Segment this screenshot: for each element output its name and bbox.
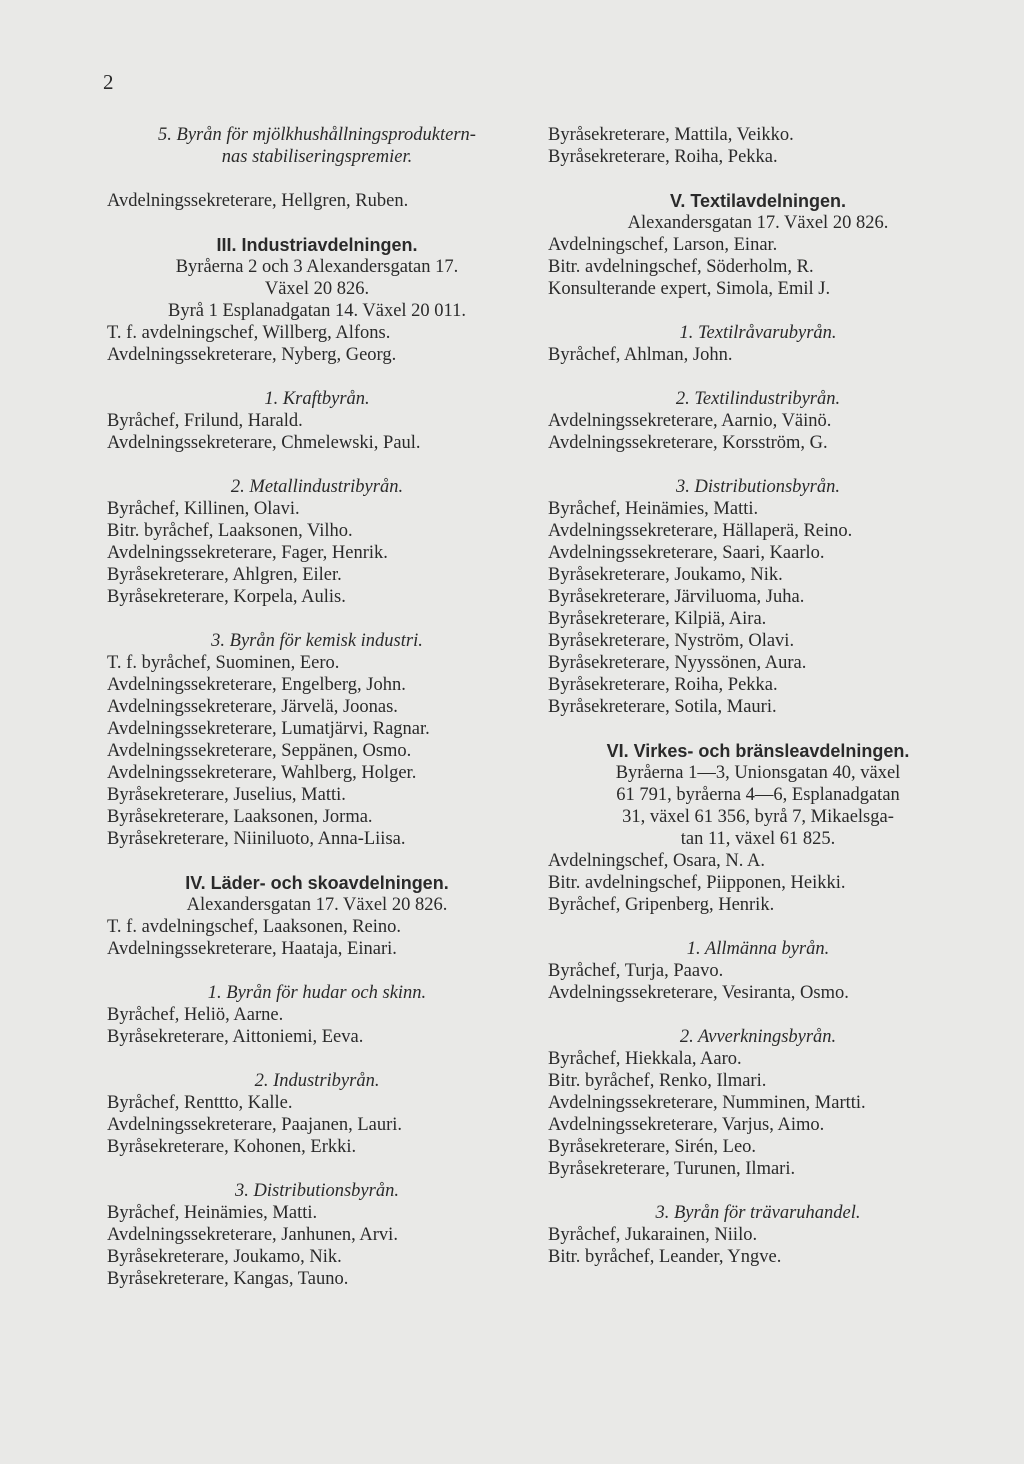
spacer bbox=[548, 300, 968, 322]
address-line: Byråerna 1—3, Unionsgatan 40, växel bbox=[615, 763, 901, 783]
spacer bbox=[548, 1004, 968, 1026]
section-heading: IV. Läder- och skoavdelningen. bbox=[185, 873, 449, 893]
subsection-heading: 3. Distributionsbyrån. bbox=[676, 477, 840, 497]
section-heading: VI. Virkes- och bränsleavdelningen. bbox=[606, 741, 910, 761]
address-line: Alexandersgatan 17. Växel 20 826. bbox=[186, 895, 448, 915]
text-line: Byråchef, Ahlman, John. bbox=[548, 345, 733, 365]
text-line: Avdelningssekreterare, Fager, Henrik. bbox=[107, 543, 388, 563]
text-line: Byråsekreterare, Mattila, Veikko. bbox=[548, 125, 794, 145]
text-line: Byråchef, Heinämies, Matti. bbox=[107, 1203, 318, 1223]
text-line: Avdelningssekreterare, Järvelä, Joonas. bbox=[107, 697, 398, 717]
text-line: Avdelningschef, Larson, Einar. bbox=[548, 235, 778, 255]
text-line: Avdelningssekreterare, Saari, Kaarlo. bbox=[548, 543, 825, 563]
subsection-heading: 1. Byrån för hudar och skinn. bbox=[207, 983, 427, 1003]
text-line: Avdelningssekreterare, Vesiranta, Osmo. bbox=[548, 983, 849, 1003]
spacer bbox=[548, 1180, 968, 1202]
text-line: Avdelningssekreterare, Lumatjärvi, Ragnar. bbox=[107, 719, 430, 739]
subsection-heading: 1. Allmänna byrån. bbox=[686, 939, 830, 959]
text-line: Avdelningssekreterare, Paajanen, Lauri. bbox=[107, 1115, 403, 1135]
text-line: Byråchef, Renttto, Kalle. bbox=[107, 1093, 293, 1113]
text-line: Bitr. avdelningschef, Piipponen, Heikki. bbox=[548, 873, 846, 893]
text-line: Byråsekreterare, Nyyssönen, Aura. bbox=[548, 653, 807, 673]
text-line: Avdelningschef, Osara, N. A. bbox=[548, 851, 765, 871]
right-column bbox=[548, 124, 968, 1268]
text-line: Avdelningssekreterare, Varjus, Aimo. bbox=[548, 1115, 825, 1135]
text-line: Bitr. byråchef, Leander, Yngve. bbox=[548, 1247, 782, 1267]
subsection-heading: 3. Byrån för trävaruhandel. bbox=[655, 1203, 861, 1223]
text-line: Byråsekreterare, Ahlgren, Eiler. bbox=[107, 565, 342, 585]
subsection-heading: 1. Textilråvarubyrån. bbox=[679, 323, 837, 343]
text-line: Byråchef, Heliö, Aarne. bbox=[107, 1005, 284, 1025]
text-line: T. f. byråchef, Suominen, Eero. bbox=[107, 653, 340, 673]
spacer bbox=[107, 1048, 527, 1070]
text-line: Bitr. byråchef, Renko, Ilmari. bbox=[548, 1071, 767, 1091]
text-line: Avdelningssekreterare, Aarnio, Väinö. bbox=[548, 411, 832, 431]
text-line: T. f. avdelningschef, Willberg, Alfons. bbox=[107, 323, 391, 343]
section-heading: III. Industriavdelningen. bbox=[216, 235, 418, 255]
text-line: Byråchef, Turja, Paavo. bbox=[548, 961, 724, 981]
spacer bbox=[107, 366, 527, 388]
text-line: Byråsekreterare, Kilpiä, Aira. bbox=[548, 609, 767, 629]
spacer bbox=[107, 850, 527, 872]
address-line: Alexandersgatan 17. Växel 20 826. bbox=[627, 213, 889, 233]
text-line: Byråsekreterare, Kohonen, Erkki. bbox=[107, 1137, 357, 1157]
text-line: Konsulterande expert, Simola, Emil J. bbox=[548, 279, 831, 299]
spacer bbox=[107, 212, 527, 234]
subsection-heading: 1. Kraftbyrån. bbox=[264, 389, 370, 409]
text-line: Avdelningssekreterare, Wahlberg, Holger. bbox=[107, 763, 417, 783]
text-line: Byråsekreterare, Roiha, Pekka. bbox=[548, 675, 778, 695]
text-line: Byråchef, Gripenberg, Henrik. bbox=[548, 895, 775, 915]
text-line: Byråsekreterare, Nyström, Olavi. bbox=[548, 631, 795, 651]
address-line: Byråerna 2 och 3 Alexandersgatan 17. bbox=[175, 257, 459, 277]
subsection-heading: 2. Textilindustribyrån. bbox=[675, 389, 841, 409]
text-line: Byråsekreterare, Kangas, Tauno. bbox=[107, 1269, 349, 1289]
text-line: Avdelningssekreterare, Nyberg, Georg. bbox=[107, 345, 397, 365]
address-line: 31, växel 61 356, byrå 7, Mikaelsga- bbox=[622, 807, 894, 827]
subsection-heading: 3. Byrån för kemisk industri. bbox=[211, 631, 423, 651]
address-line: Växel 20 826. bbox=[264, 279, 370, 299]
text-line: Avdelningssekreterare, Janhunen, Arvi. bbox=[107, 1225, 398, 1245]
subsection-heading: 2. Metallindustribyrån. bbox=[230, 477, 404, 497]
text-line: Byråsekreterare, Joukamo, Nik. bbox=[107, 1247, 342, 1267]
address-line: tan 11, växel 61 825. bbox=[680, 829, 836, 849]
page-number: 2 bbox=[103, 70, 114, 94]
spacer bbox=[107, 1158, 527, 1180]
spacer bbox=[107, 168, 527, 190]
text-line: Byråsekreterare, Laaksonen, Jorma. bbox=[107, 807, 373, 827]
spacer bbox=[548, 718, 968, 740]
spacer bbox=[548, 454, 968, 476]
section-heading: V. Textilavdelningen. bbox=[669, 191, 847, 211]
text-line: Byråchef, Jukarainen, Niilo. bbox=[548, 1225, 758, 1245]
text-line: Byråsekreterare, Roiha, Pekka. bbox=[548, 147, 778, 167]
spacer bbox=[107, 454, 527, 476]
text-line: Byråsekreterare, Sirén, Leo. bbox=[548, 1137, 757, 1157]
text-line: Byråchef, Hiekkala, Aaro. bbox=[548, 1049, 742, 1069]
text-line: Byråsekreterare, Juselius, Matti. bbox=[107, 785, 346, 805]
spacer bbox=[548, 366, 968, 388]
subsection-heading: 3. Distributionsbyrån. bbox=[235, 1181, 399, 1201]
text-line: Bitr. byråchef, Laaksonen, Vilho. bbox=[107, 521, 353, 541]
text-line: Byråsekreterare, Niiniluoto, Anna-Liisa. bbox=[107, 829, 406, 849]
text-line: Avdelningssekreterare, Engelberg, John. bbox=[107, 675, 406, 695]
text-line: Avdelningssekreterare, Haataja, Einari. bbox=[107, 939, 397, 959]
text-line: Avdelningssekreterare, Hellgren, Ruben. bbox=[107, 191, 409, 211]
text-line: Avdelningssekreterare, Numminen, Martti. bbox=[548, 1093, 866, 1113]
subsection-heading: 5. Byrån för mjölkhushållningsproduktern- bbox=[158, 125, 476, 145]
text-line: Avdelningssekreterare, Seppänen, Osmo. bbox=[107, 741, 412, 761]
text-line: Byråsekreterare, Aittoniemi, Eeva. bbox=[107, 1027, 364, 1047]
text-line: Byråchef, Heinämies, Matti. bbox=[548, 499, 759, 519]
text-line: Byråchef, Killinen, Olavi. bbox=[107, 499, 300, 519]
text-line: Avdelningssekreterare, Korsström, G. bbox=[548, 433, 828, 453]
left-column bbox=[107, 124, 527, 1290]
text-line: Avdelningssekreterare, Hällaperä, Reino. bbox=[548, 521, 853, 541]
spacer bbox=[548, 168, 968, 190]
text-line: Avdelningssekreterare, Chmelewski, Paul. bbox=[107, 433, 421, 453]
text-line: Bitr. avdelningschef, Söderholm, R. bbox=[548, 257, 814, 277]
text-line: Byråsekreterare, Järviluoma, Juha. bbox=[548, 587, 805, 607]
text-line: Byråsekreterare, Joukamo, Nik. bbox=[548, 565, 783, 585]
subsection-heading: nas stabiliseringspremier. bbox=[221, 147, 413, 167]
spacer bbox=[548, 916, 968, 938]
spacer bbox=[107, 608, 527, 630]
subsection-heading: 2. Industribyrån. bbox=[254, 1071, 380, 1091]
text-line: Byråsekreterare, Korpela, Aulis. bbox=[107, 587, 346, 607]
address-line: Byrå 1 Esplanadgatan 14. Växel 20 011. bbox=[168, 301, 466, 321]
text-line: Byråchef, Frilund, Harald. bbox=[107, 411, 303, 431]
text-line: T. f. avdelningschef, Laaksonen, Reino. bbox=[107, 917, 402, 937]
text-line: Byråsekreterare, Sotila, Mauri. bbox=[548, 697, 777, 717]
subsection-heading: 2. Avverkningsbyrån. bbox=[679, 1027, 837, 1047]
text-line: Byråsekreterare, Turunen, Ilmari. bbox=[548, 1159, 796, 1179]
spacer bbox=[107, 960, 527, 982]
address-line: 61 791, byråerna 4—6, Esplanadgatan bbox=[616, 785, 900, 805]
